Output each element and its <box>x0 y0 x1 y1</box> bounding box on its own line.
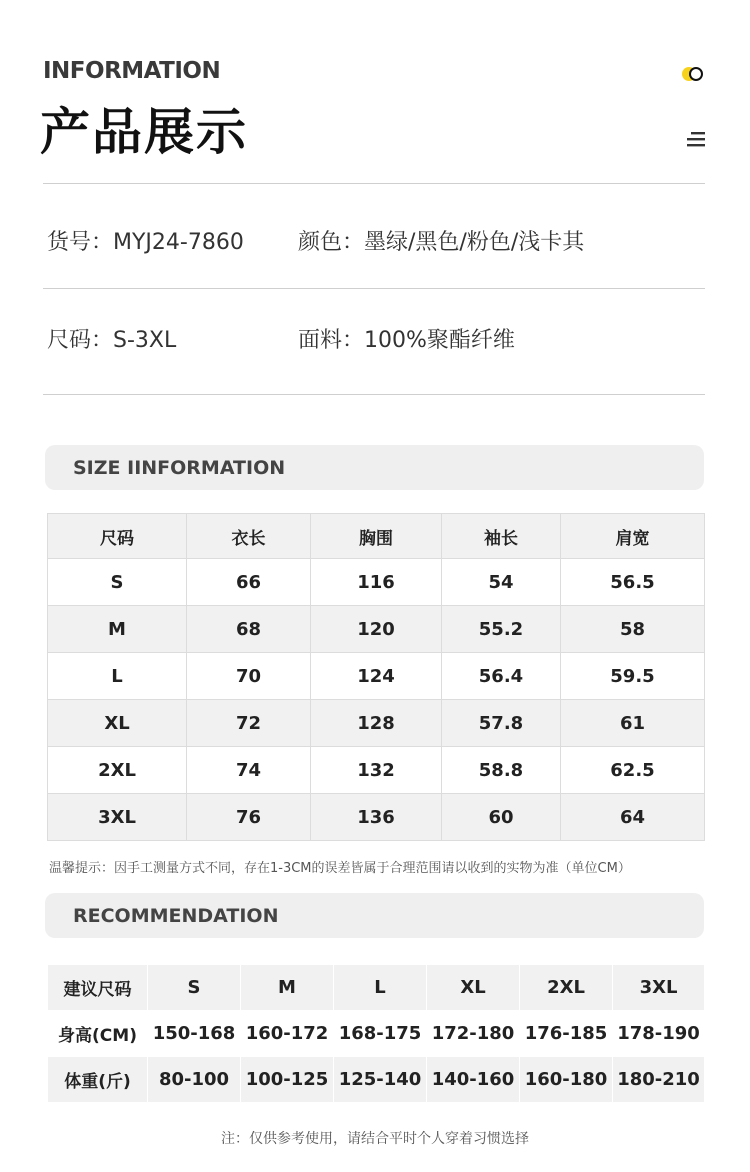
fabric-info: 面料：100%聚酯纤维 <box>298 328 515 353</box>
menu-icon[interactable] <box>685 130 705 148</box>
table-row <box>48 1057 705 1103</box>
table-cell: 168-175 <box>334 1011 427 1057</box>
table-cell: 64 <box>561 794 705 841</box>
table-row <box>48 1011 705 1057</box>
table-cell: 57.8 <box>442 700 561 747</box>
table-cell: 172-180 <box>427 1011 520 1057</box>
table-cell: 55.2 <box>442 606 561 653</box>
recommendation-section-header <box>45 893 704 938</box>
table-cell: 180-210 <box>613 1057 705 1103</box>
table-cell: 56.4 <box>442 653 561 700</box>
table-cell: 160-172 <box>241 1011 334 1057</box>
table-row <box>48 794 705 841</box>
size-section-header <box>45 445 704 490</box>
column-header: 3XL <box>613 965 705 1011</box>
table-cell: 116 <box>311 559 442 606</box>
divider <box>43 394 705 395</box>
divider <box>43 183 705 184</box>
table-header-row <box>48 514 705 559</box>
table-cell: 124 <box>311 653 442 700</box>
table-row <box>48 653 705 700</box>
table-cell: 150-168 <box>148 1011 241 1057</box>
reference-note: 注：仅供参考使用，请结合平时个人穿着习惯选择 <box>221 1131 529 1147</box>
measurement-note: 温馨提示：因手工测量方式不同，存在1-3CM的误差皆属于合理范围请以收到的实物为准（单位CM） <box>49 861 631 876</box>
table-cell: 54 <box>442 559 561 606</box>
table-cell: 100-125 <box>241 1057 334 1103</box>
column-header: 袖长 <box>442 514 561 559</box>
toggle-dot-icon <box>681 65 705 83</box>
table-row <box>48 559 705 606</box>
table-row <box>48 606 705 653</box>
eng-title: INFORMATION <box>43 58 221 84</box>
column-header: M <box>241 965 334 1011</box>
table-row <box>48 747 705 794</box>
column-header: 胸围 <box>311 514 442 559</box>
table-cell: 178-190 <box>613 1011 705 1057</box>
size-section-title: SIZE IINFORMATION <box>73 457 286 479</box>
table-cell: 3XL <box>48 794 187 841</box>
table-cell: 160-180 <box>520 1057 613 1103</box>
table-header-row <box>48 965 705 1011</box>
column-header: XL <box>427 965 520 1011</box>
table-cell: 140-160 <box>427 1057 520 1103</box>
column-header: 2XL <box>520 965 613 1011</box>
divider <box>43 288 705 289</box>
column-header: L <box>334 965 427 1011</box>
table-cell: 61 <box>561 700 705 747</box>
table-cell: 80-100 <box>148 1057 241 1103</box>
column-header: 建议尺码 <box>48 965 148 1011</box>
column-header: 衣长 <box>187 514 311 559</box>
table-cell: 66 <box>187 559 311 606</box>
recommendation-section-title: RECOMMENDATION <box>73 905 279 927</box>
table-cell: 56.5 <box>561 559 705 606</box>
table-cell: 76 <box>187 794 311 841</box>
table-cell: 60 <box>442 794 561 841</box>
table-cell: 72 <box>187 700 311 747</box>
column-header: 肩宽 <box>561 514 705 559</box>
table-cell: 136 <box>311 794 442 841</box>
table-cell: 176-185 <box>520 1011 613 1057</box>
table-cell: 125-140 <box>334 1057 427 1103</box>
table-cell: 2XL <box>48 747 187 794</box>
table-cell: 59.5 <box>561 653 705 700</box>
table-cell: M <box>48 606 187 653</box>
table-cell: XL <box>48 700 187 747</box>
row-label: 体重(斤) <box>48 1057 148 1103</box>
table-cell: 62.5 <box>561 747 705 794</box>
table-cell: 58 <box>561 606 705 653</box>
table-cell: 68 <box>187 606 311 653</box>
table-row <box>48 700 705 747</box>
table-cell: 74 <box>187 747 311 794</box>
table-cell: 120 <box>311 606 442 653</box>
table-cell: S <box>48 559 187 606</box>
size-table <box>47 513 705 841</box>
recommendation-table <box>47 964 705 1103</box>
row-label: 身高(CM) <box>48 1011 148 1057</box>
table-cell: 70 <box>187 653 311 700</box>
table-cell: 58.8 <box>442 747 561 794</box>
column-header: S <box>148 965 241 1011</box>
page-title: 产品展示 <box>40 103 248 161</box>
size-range: 尺码：S-3XL <box>47 328 177 353</box>
column-header: 尺码 <box>48 514 187 559</box>
color-options: 颜色：墨绿/黑色/粉色/浅卡其 <box>298 230 585 255</box>
table-cell: L <box>48 653 187 700</box>
table-cell: 128 <box>311 700 442 747</box>
item-number: 货号：MYJ24-7860 <box>47 230 244 255</box>
table-cell: 132 <box>311 747 442 794</box>
